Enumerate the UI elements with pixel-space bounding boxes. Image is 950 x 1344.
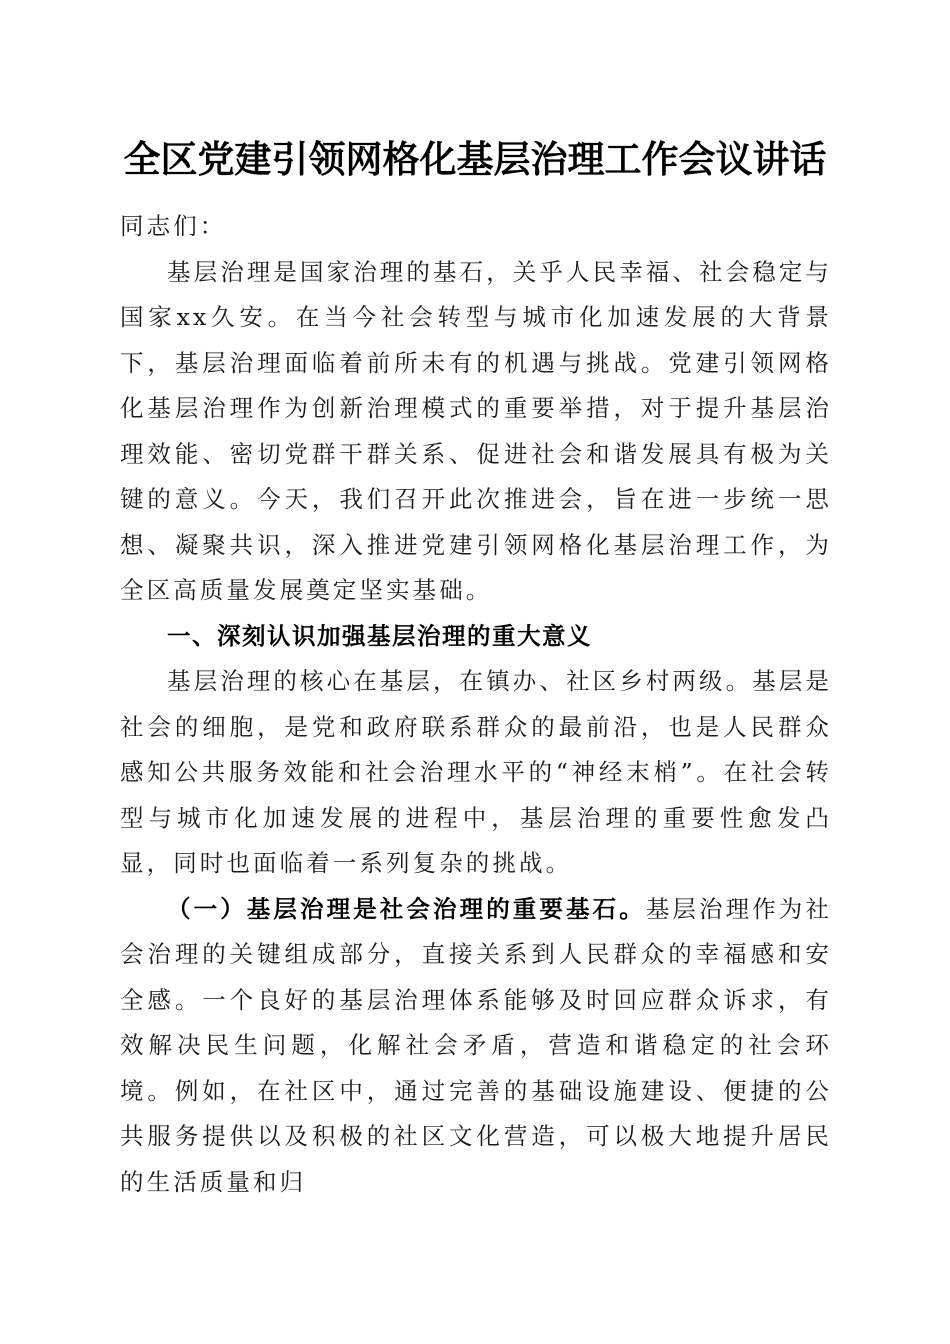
intro-paragraph: 基层治理是国家治理的基石，关乎人民幸福、社会稳定与国家xx久安。在当今社会转型与城市化加速发展的大背景下，基层治理面临着前所未有的机遇与挑战。党建引领网格化基层治理作为创新治理模式的重要举措，对于提升基层治理效能、密切党群干群关系、促进社会和谐发展具有极为关键的意义。今天，我们召开此次推进会，旨在进一步统一思想、凝聚共识，深入推进党建引领网格化基层治理工作，为全区高质量发展奠定坚实基础。 xyxy=(120,257,832,604)
section-heading-1: 一、深刻认识加强基层治理的重大意义 xyxy=(167,621,592,650)
subsection-1-paragraph xyxy=(120,887,832,1206)
greeting: 同志们： xyxy=(120,212,227,240)
document-body xyxy=(120,204,832,1205)
subsection-1-body: 基层治理作为社会治理的关键组成部分，直接关系到人民群众的幸福感和安全感。一个良好的基层治理体系能够及时回应群众诉求，有效解决民生问题，化解社会矛盾，营造和谐稳定的社会环境。例如，在社区中，通过完善的基础设施建设、便捷的公共服务提供以及积极的社区文化营造，可以极大地提升居民的生活质量和归 xyxy=(120,894,833,1196)
subsection-1-lead: （一）基层治理是社会治理的重要基石。 xyxy=(167,894,646,923)
document-title: 全区党建引领网格化基层治理工作会议讲话 xyxy=(123,137,827,181)
section-1-paragraph: 基层治理的核心在基层，在镇办、社区乡村两级。基层是社会的细胞，是党和政府联系群众的最前沿，也是人民群众感知公共服务效能和社会治理水平的“神经末梢”。在社会转型与城市化加速发展的进程中，基层治理的重要性愈发凸显，同时也面临着一系列复杂的挑战。 xyxy=(120,667,832,877)
